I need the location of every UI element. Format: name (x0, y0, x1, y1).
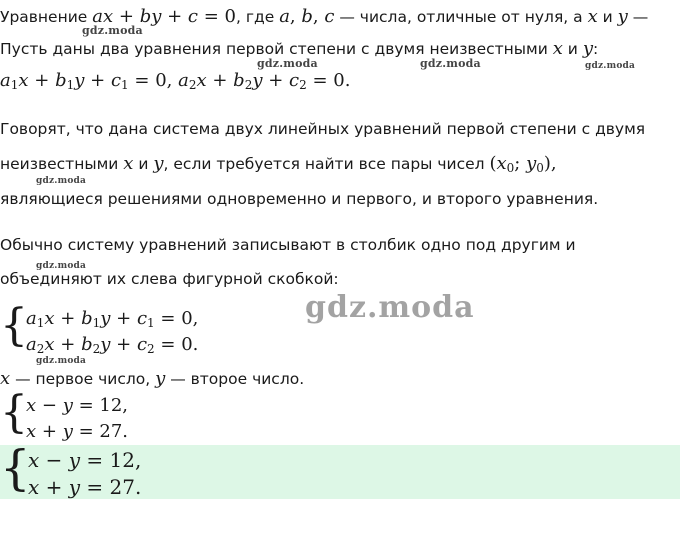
paragraph-line-8: объединяют их слева фигурной скобкой: (0, 270, 339, 288)
watermark-logo: gdz.moda (585, 61, 636, 71)
watermark-logo: gdz.moda (36, 176, 87, 186)
math-two-equations: $a_1x + b_1y + c_1 = 0$, $a_2x + b_2y + c_2 = 0$. (0, 70, 351, 92)
paragraph-line-1: Уравнение ax + by + c = 0, где a, b, c — числа, отличные от нуля, а x и y — (0, 6, 649, 27)
watermark-logo: gdz.moda (257, 57, 318, 70)
paragraph-line-4: Говорят, что дана система двух линейных уравнений первой степени с двумя (0, 120, 646, 138)
paragraph-line-9: x — первое число, y — второе число. (0, 368, 305, 389)
paragraph-line-7: Обычно систему уравнений записывают в столбик одно под другим и (0, 236, 576, 254)
brace-icon: { (0, 440, 31, 496)
paragraph-line-6: являющиеся решениями одновременно и первого, и второго уравнения. (0, 190, 599, 208)
paragraph-line-2: Пусть даны два уравнения первой степени с двумя неизвестными x и y: (0, 38, 599, 59)
watermark-logo: gdz.moda (82, 24, 143, 37)
brace-icon: { (0, 387, 28, 438)
paragraph-line-5: неизвестными x и y, если требуется найти все пары чисел ($x_0$; $y_0$), (0, 153, 557, 175)
brace-icon: { (0, 300, 28, 351)
math-equation-general: ax (92, 6, 114, 27)
watermark-logo: gdz.moda (36, 261, 87, 271)
watermark-logo: gdz.moda (36, 356, 87, 366)
watermark-logo: gdz.moda (420, 57, 481, 70)
watermark-logo-large: gdz.moda (305, 290, 475, 325)
